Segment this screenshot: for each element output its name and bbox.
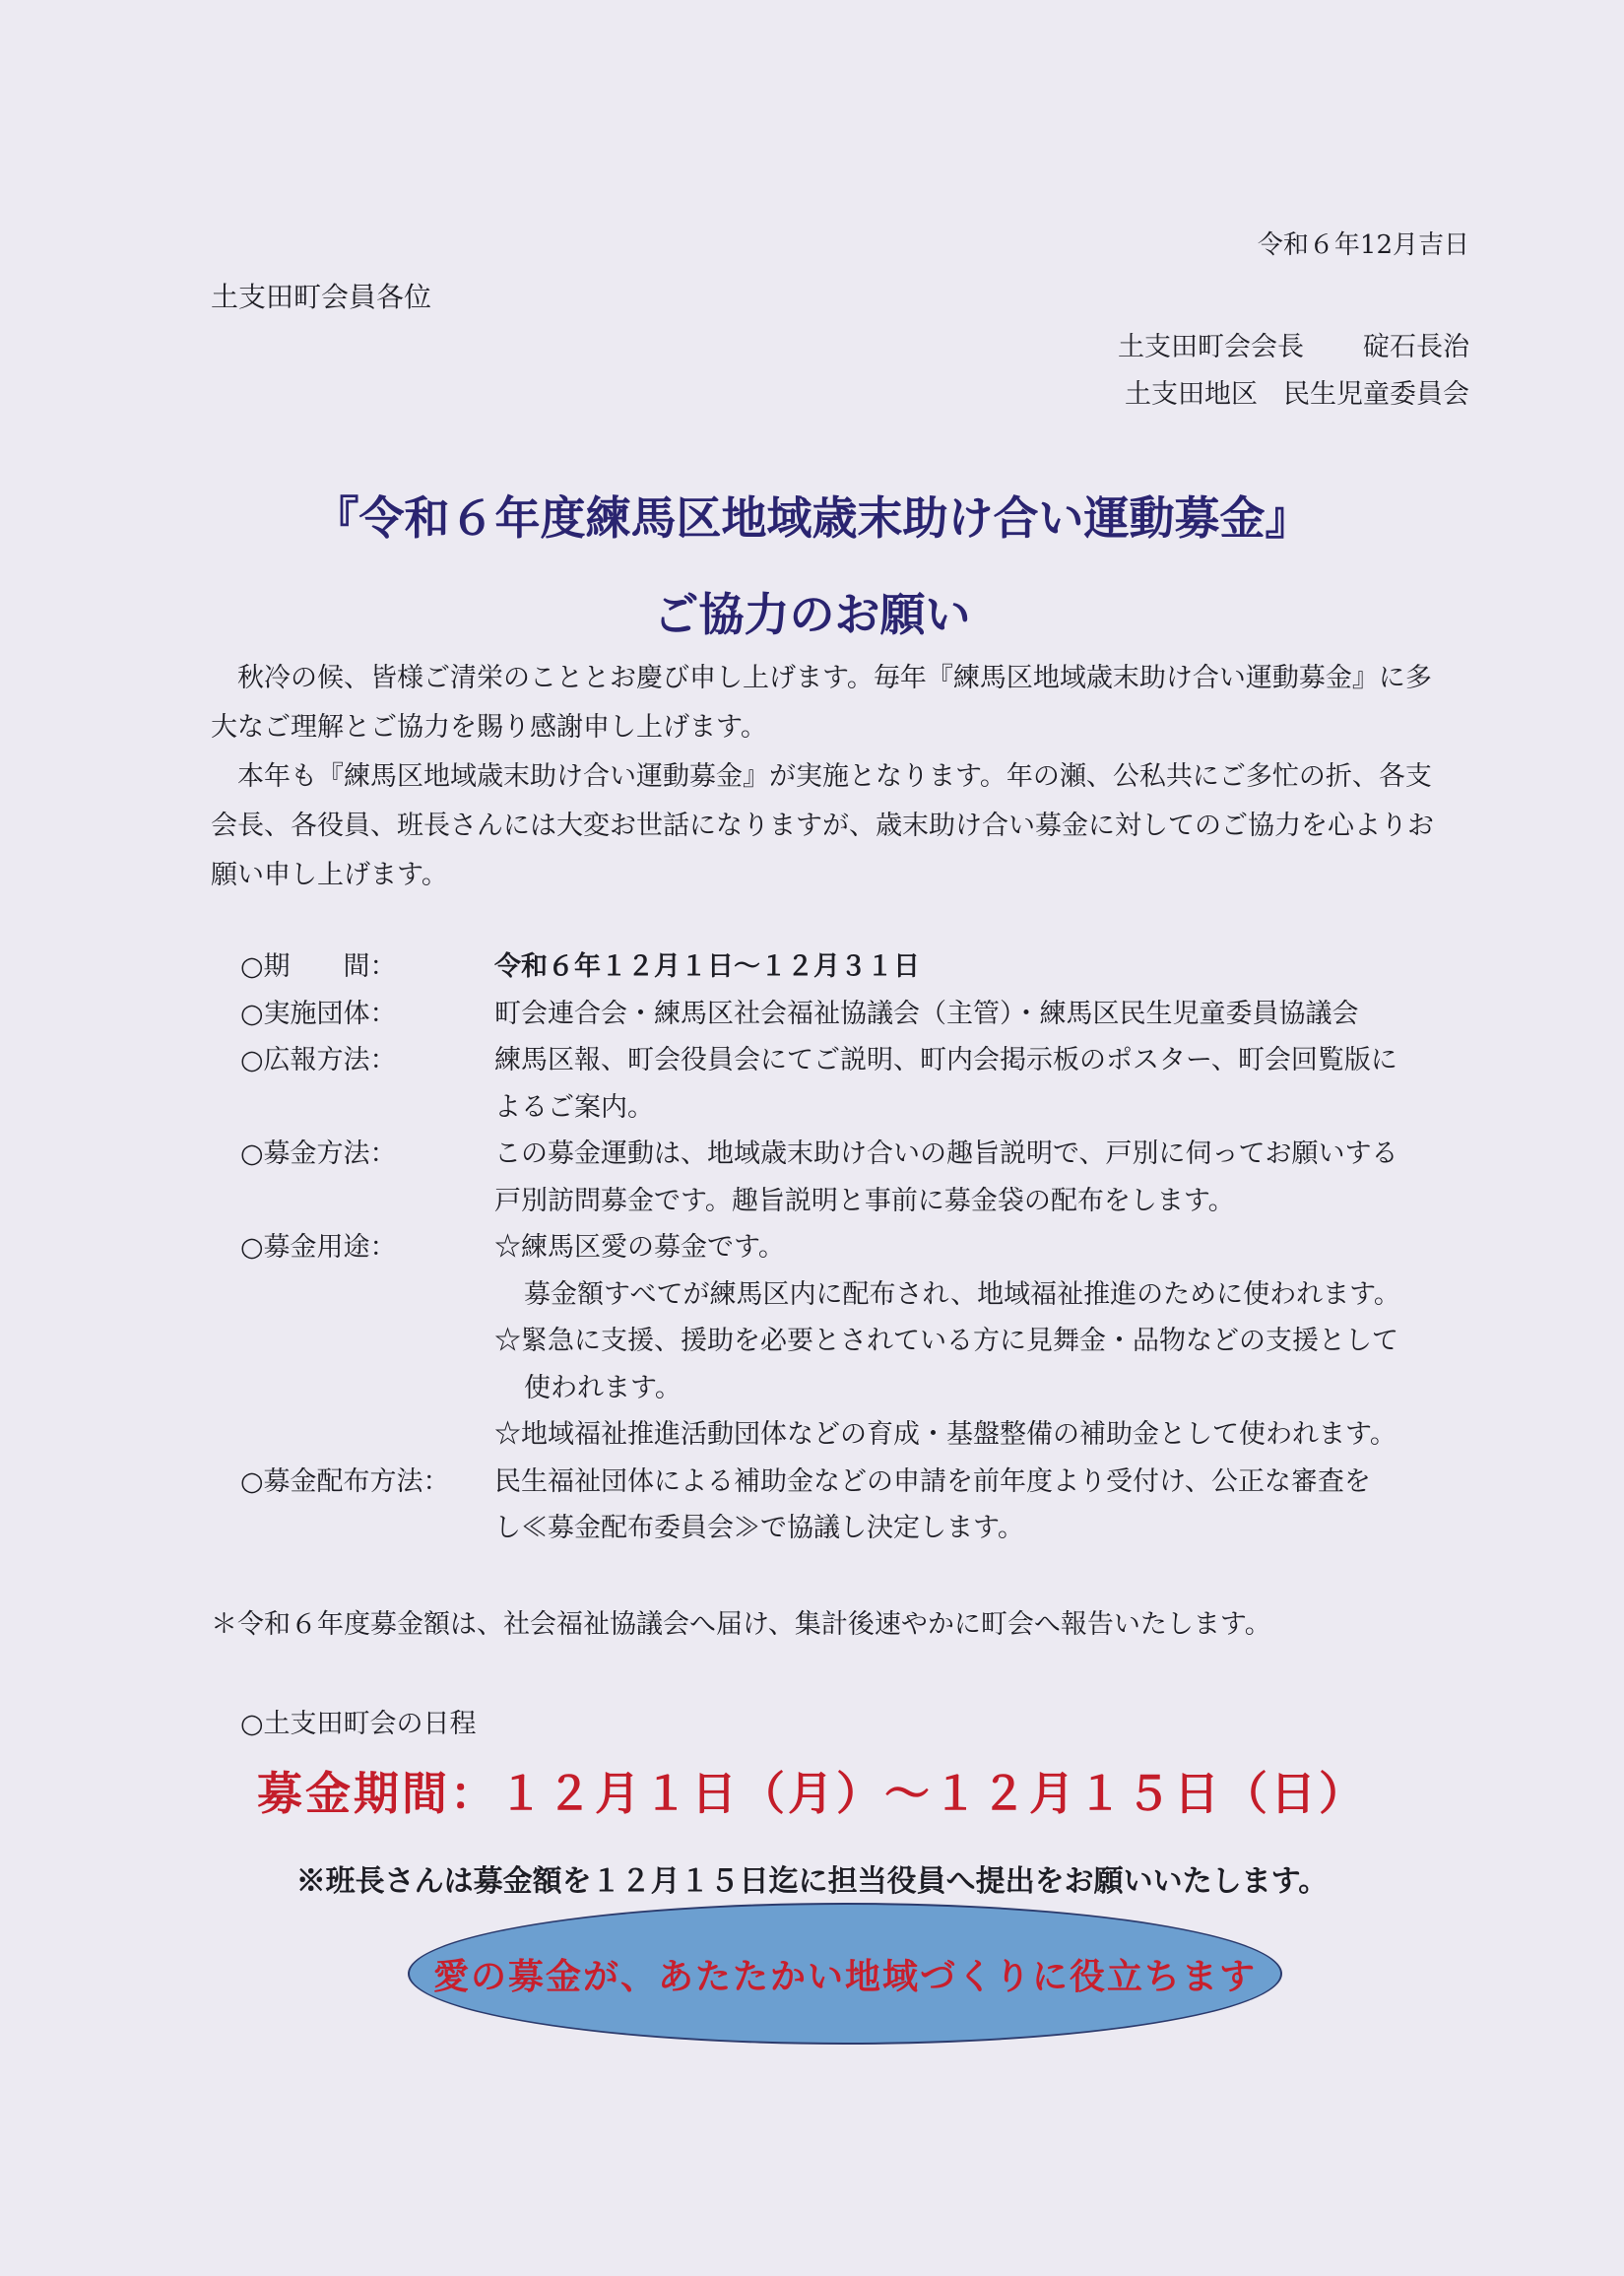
detail-value: 募金額すべてが練馬区内に配布され、地域福祉推進のために使われます。 [524,1278,1400,1310]
detail-value: 令和６年１２月１日〜１２月３１日 [494,951,920,982]
slogan-oval [408,1903,1282,2045]
fundraising-period: 募金期間：１２月１日（月）〜１２月１５日（日） [257,1767,1367,1820]
detail-value: この募金運動は、地域歳末助け合いの趣旨説明で、戸別に伺ってお願いする [494,1138,1398,1169]
intro-paragraph: 秋冷の候、皆様ご清栄のこととお慶び申し上げます。毎年『練馬区地域歳末助け合い運動募金』に多大なご理解とご協力を賜り感謝申し上げます。 [211,663,1432,743]
detail-value: ☆緊急に支援、援助を必要とされている方に見舞金・品物などの支援として [494,1326,1398,1356]
sender-org: 土支田町会会長 [1118,332,1304,362]
detail-value: 民生福祉団体による補助金などの申請を前年度より受付け、公正な審査を [494,1465,1371,1497]
detail-method [240,1131,1462,1224]
detail-label: ○広報方法： [240,1045,397,1075]
detail-value: よるご案内。 [494,1091,654,1123]
sender-committee: 民生児童委員会 [1283,379,1469,410]
detail-value: 使われます。 [524,1372,682,1403]
detail-value: ☆練馬区愛の募金です。 [494,1232,785,1263]
detail-publicity [240,1037,1462,1131]
sender-name: 碇石長治 [1363,332,1469,362]
detail-label: ○募金用途： [240,1232,397,1263]
sender-line-1 [1118,325,1469,363]
leader-instruction: ※班長さんは募金額を１２月１５日迄に担当役員へ提出をお願いいたします。 [295,1864,1329,1899]
issue-date: 令和６年12月吉日 [1257,230,1469,260]
detail-value: し≪募金配布委員会≫で協議し決定します。 [494,1513,1024,1543]
request-paragraph: 本年も『練馬区地域歳末助け合い運動募金』が実施となります。年の瀬、公私共にご多忙の折、各支会長、各役員、班長さんには大変お世話になりますが、歳末助け合い募金に対してのご協力を心よりお願い申し上げます。 [211,761,1434,890]
document-title: 『令和６年度練馬区地域歳末助け合い運動募金』 [313,491,1311,545]
details-list [240,943,1462,1552]
detail-value: ☆地域福祉推進活動団体などの育成・基盤整備の補助金として使われます。 [494,1419,1397,1450]
detail-value: 練馬区報、町会役員会にてご説明、町内会掲示板のポスター、町会回覧版に [494,1045,1397,1075]
detail-value: 町会連合会・練馬区社会福祉協議会（主管）・練馬区民生児童委員協議会 [494,998,1359,1029]
detail-label: ○募金配布方法： [240,1465,450,1497]
detail-label: ○募金方法： [240,1138,397,1169]
detail-value: 戸別訪問募金です。趣旨説明と事前に募金袋の配布をします。 [494,1185,1235,1216]
detail-distribution [240,1459,1462,1552]
detail-label: ○実施団体： [240,998,397,1029]
recipient: 土支田町会員各位 [211,281,432,313]
detail-label: ○期 間： [240,951,397,982]
document-subtitle: ご協力のお願い [653,588,971,641]
detail-period [240,943,1462,991]
report-note: ＊令和６年度募金額は、社会福祉協議会へ届け、集計後速やかに町会へ報告いたします。 [211,1609,1271,1640]
detail-usage [240,1224,1462,1459]
schedule-heading: ○土支田町会の日程 [240,1709,477,1739]
sender-area: 土支田地区 [1125,379,1258,410]
detail-organizer [240,991,1462,1038]
slogan-text: 愛の募金が、あたたかい地域づくりに役立ちます [432,1955,1257,1997]
sender-line-2 [1125,372,1469,411]
